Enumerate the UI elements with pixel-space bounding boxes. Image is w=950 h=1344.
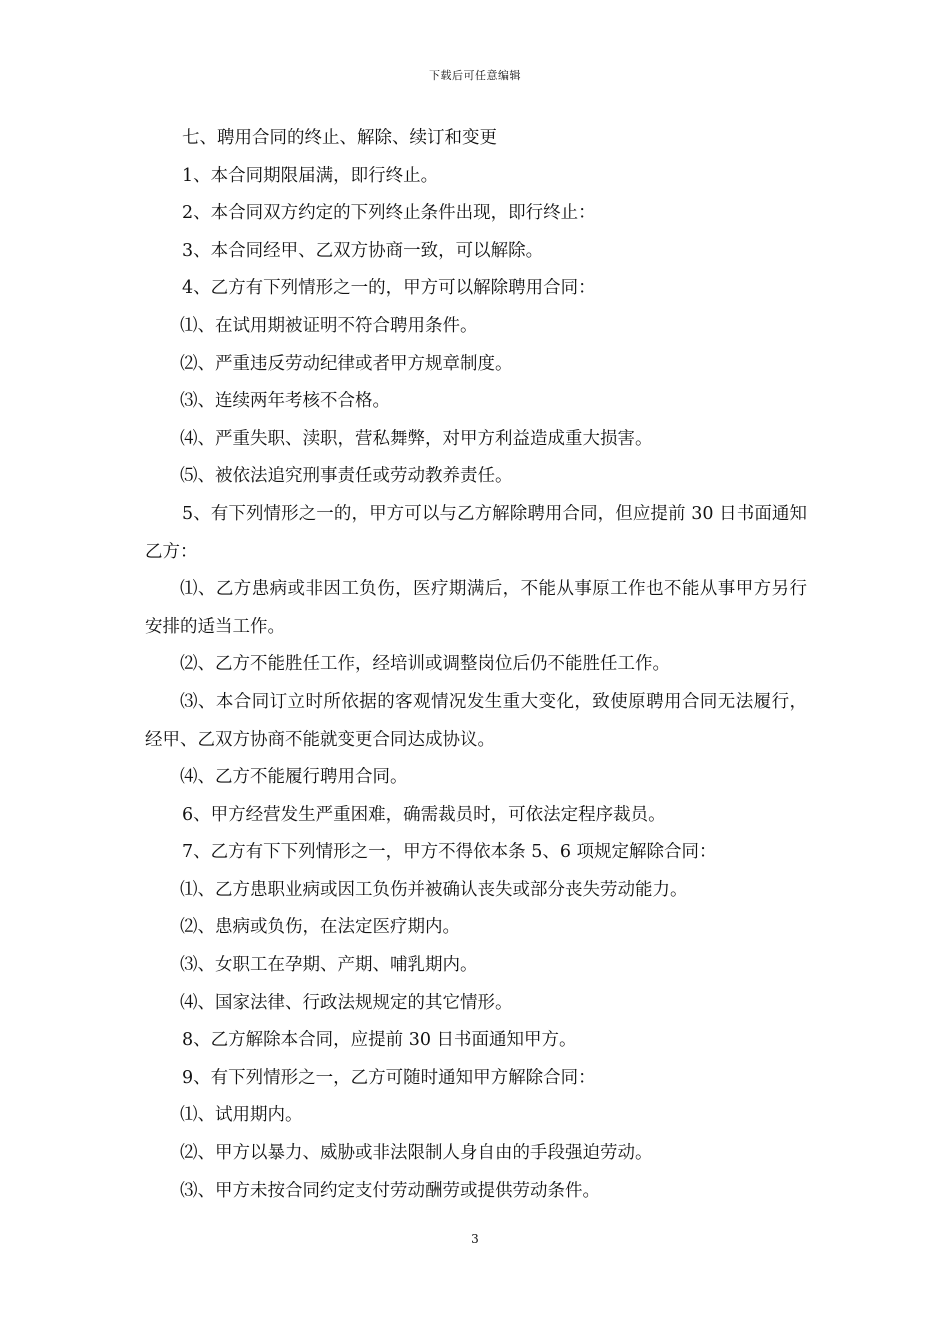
clause-4-item-2: ⑵、严重违反劳动纪律或者甲方规章制度。 bbox=[180, 353, 513, 374]
clause-5-item-3: ⑶、本合同订立时所依据的客观情况发生重大变化，致使原聘用合同无法履行，经甲、乙双方协商不能就变更合同达成协议。 bbox=[145, 691, 807, 750]
clause-4-item-4: ⑷、严重失职、渎职，营私舞弊，对甲方利益造成重大损害。 bbox=[180, 428, 653, 449]
clause-4-item-3: ⑶、连续两年考核不合格。 bbox=[180, 391, 390, 412]
section-title: 七、聘用合同的终止、解除、续订和变更 bbox=[182, 128, 497, 148]
document-body bbox=[145, 120, 807, 1210]
clause-5-item-1: ⑴、乙方患病或非因工负伤，医疗期满后，不能从事原工作也不能从事甲方另行安排的适当工作。 bbox=[145, 579, 807, 637]
clause-7-item-1: ⑴、乙方患职业病或因工负伤并被确认丧失或部分丧失劳动能力。 bbox=[180, 879, 688, 900]
clause-7-item-2: ⑵、患病或负伤，在法定医疗期内。 bbox=[180, 917, 460, 938]
clause-6: 6、甲方经营发生严重困难，确需裁员时，可依法定程序裁员。 bbox=[182, 804, 666, 825]
clause-8: 8、乙方解除本合同，应提前 30 日书面通知甲方。 bbox=[182, 1030, 577, 1051]
clause-9-item-2: ⑵、甲方以暴力、威胁或非法限制人身自由的手段强迫劳动。 bbox=[180, 1143, 653, 1164]
clause-2: 2、本合同双方约定的下列终止条件出现，即行终止： bbox=[182, 203, 596, 224]
clause-9: 9、有下列情形之一，乙方可随时通知甲方解除合同： bbox=[182, 1067, 596, 1088]
clause-7-item-3: ⑶、女职工在孕期、产期、哺乳期内。 bbox=[180, 955, 478, 976]
clause-5: 5、有下列情形之一的，甲方可以与乙方解除聘用合同，但应提前 30 日书面通知乙方： bbox=[145, 503, 807, 562]
clause-4: 4、乙方有下列情形之一的，甲方可以解除聘用合同： bbox=[182, 278, 596, 299]
clause-7-item-4: ⑷、国家法律、行政法规规定的其它情形。 bbox=[180, 992, 513, 1013]
clause-5-item-2: ⑵、乙方不能胜任工作，经培训或调整岗位后仍不能胜任工作。 bbox=[180, 654, 670, 675]
clause-3: 3、本合同经甲、乙双方协商一致，可以解除。 bbox=[182, 240, 544, 261]
page-number: 3 bbox=[471, 1232, 479, 1246]
clause-4-item-5: ⑸、被依法追究刑事责任或劳动教养责任。 bbox=[180, 466, 513, 487]
clause-5-item-4: ⑷、乙方不能履行聘用合同。 bbox=[180, 767, 408, 788]
clause-1: 1、本合同期限届满，即行终止。 bbox=[182, 165, 439, 186]
clause-9-item-3: ⑶、甲方未按合同约定支付劳动酬劳或提供劳动条件。 bbox=[180, 1180, 600, 1201]
page-header: 下载后可任意编辑 bbox=[429, 69, 521, 82]
clause-9-item-1: ⑴、试用期内。 bbox=[180, 1105, 303, 1126]
clause-7: 7、乙方有下下列情形之一，甲方不得依本条 5、6 项规定解除合同： bbox=[182, 842, 717, 863]
clause-4-item-1: ⑴、在试用期被证明不符合聘用条件。 bbox=[180, 315, 478, 336]
